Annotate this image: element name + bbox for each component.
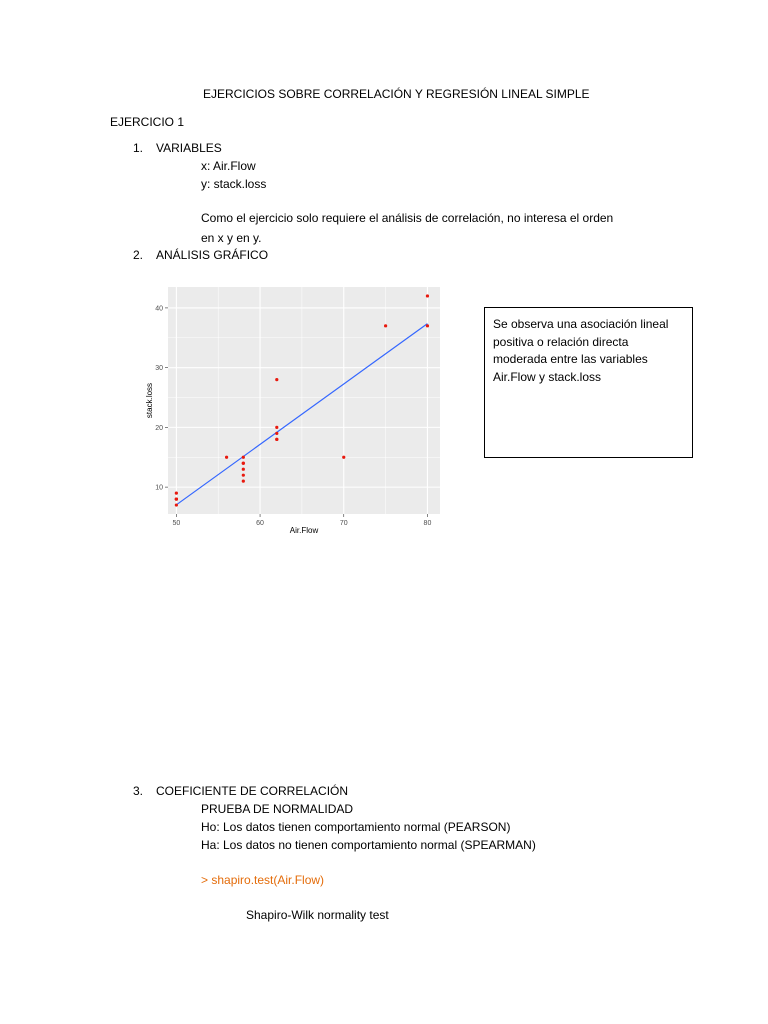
page-title: EJERCICIOS SOBRE CORRELACIÓN Y REGRESIÓN LINEAL SIMPLE <box>203 87 590 101</box>
data-point <box>275 378 278 381</box>
section-2-heading: ANÁLISIS GRÁFICO <box>156 248 269 262</box>
data-point <box>275 426 278 429</box>
x-tick-label: 70 <box>339 520 348 527</box>
plot-panel <box>168 287 440 514</box>
section-3-heading: COEFICIENTE DE CORRELACIÓN <box>156 784 349 798</box>
y-tick-label: 10 <box>155 484 163 492</box>
variable-y: y: stack.loss <box>201 177 267 191</box>
y-tick-label: 20 <box>155 424 163 432</box>
data-point <box>242 480 245 483</box>
shapiro-result-title: Shapiro-Wilk normality test <box>246 908 389 922</box>
section-1-heading: VARIABLES <box>156 141 222 155</box>
normality-test-heading: PRUEBA DE NORMALIDAD <box>201 802 354 816</box>
x-tick-label: 50 <box>172 520 181 527</box>
data-point <box>342 456 345 459</box>
data-point <box>242 462 245 465</box>
data-point <box>242 456 245 459</box>
section-2-number: 2. <box>133 248 144 262</box>
data-point <box>275 432 278 435</box>
variables-note-line-2: en x y en y. <box>201 231 262 245</box>
observation-text: Se observa una asociación lineal positiva o relación directa moderada entre las variables Air.Flow y stack.loss <box>493 317 669 384</box>
y-tick-label: 40 <box>155 305 163 313</box>
variable-x: x: Air.Flow <box>201 159 256 173</box>
data-point <box>242 474 245 477</box>
variables-note-line-1: Como el ejercicio solo requiere el análisis de correlación, no interesa el orden <box>201 211 614 225</box>
section-3-number: 3. <box>133 784 144 798</box>
data-point <box>242 468 245 471</box>
y-axis-title: stack.loss <box>145 382 154 419</box>
null-hypothesis: Ho: Los datos tienen comportamiento normal (PEARSON) <box>201 820 511 834</box>
data-point <box>426 294 429 297</box>
x-tick-label: 60 <box>256 520 264 527</box>
data-point <box>275 438 278 441</box>
data-point <box>384 324 387 327</box>
exercise-heading: EJERCICIO 1 <box>110 115 185 129</box>
data-point <box>225 456 228 459</box>
x-tick-label: 80 <box>423 520 432 527</box>
data-point <box>426 324 429 327</box>
x-axis-title: Air.Flow <box>289 526 319 535</box>
data-point <box>175 497 178 500</box>
data-point <box>175 491 178 494</box>
observation-box <box>484 307 693 458</box>
r-command: > shapiro.test(Air.Flow) <box>201 873 325 887</box>
scatter-plot <box>140 284 444 536</box>
section-1-number: 1. <box>133 141 144 155</box>
scatter-plot-svg <box>140 284 444 536</box>
alternative-hypothesis: Ha: Los datos no tienen comportamiento normal (SPEARMAN) <box>201 838 536 852</box>
y-tick-label: 30 <box>155 365 163 373</box>
data-point <box>175 503 178 506</box>
